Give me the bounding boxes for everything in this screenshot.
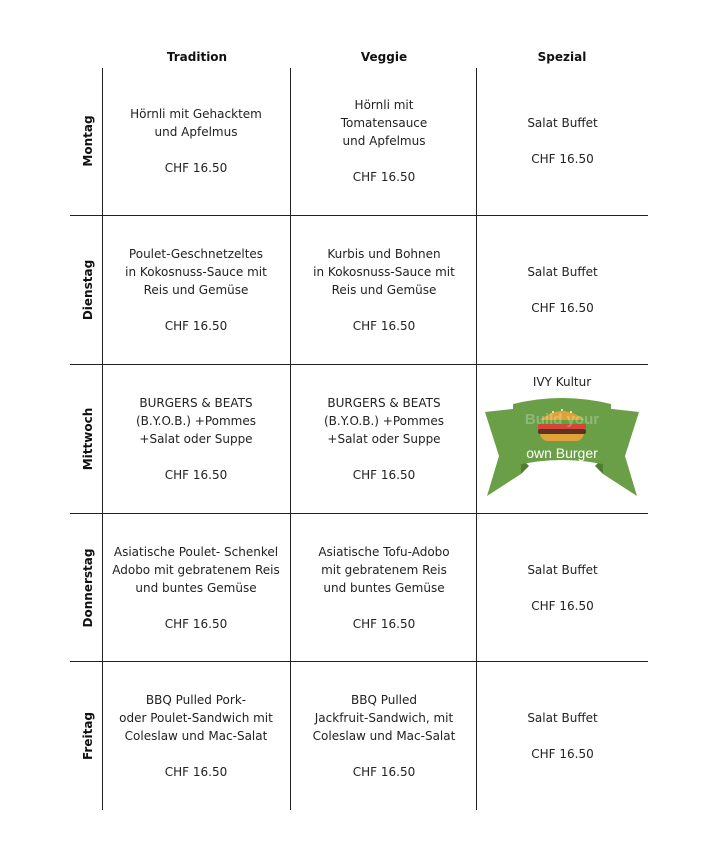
dish-text: BURGERS & BEATS (B.Y.O.B.) +Pommes +Salat oder Suppe <box>324 396 444 446</box>
price-text: CHF 16.50 <box>352 468 416 482</box>
price-text: CHF 16.50 <box>531 599 594 613</box>
menu-cell-freitag-veggie <box>291 662 477 810</box>
column-header-tradition: Tradition <box>166 50 228 64</box>
price-text: CHF 16.50 <box>164 468 228 482</box>
day-label-freitag: Freitag <box>81 711 95 761</box>
menu-cell-dienstag-veggie <box>291 216 477 364</box>
banner-text-bottom: own Burger <box>526 445 598 461</box>
price-text: CHF 16.50 <box>352 170 416 184</box>
menu-cell-donnerstag-tradition <box>103 514 289 662</box>
dish-text: Salat Buffet <box>527 711 598 725</box>
menu-cell-mittwoch-spezial <box>477 366 647 512</box>
menu-cell-freitag-spezial <box>477 662 648 810</box>
day-label-dienstag: Dienstag <box>81 259 95 321</box>
dish-text: BBQ Pulled Pork- oder Poulet-Sandwich mit Coleslaw und Mac-Salat <box>119 693 273 743</box>
menu-cell-mittwoch-veggie <box>291 365 477 513</box>
menu-cell-dienstag-tradition <box>103 216 289 364</box>
price-text: CHF 16.50 <box>164 161 228 175</box>
price-text: CHF 16.50 <box>164 765 228 779</box>
price-text: CHF 16.50 <box>352 319 416 333</box>
price-text: CHF 16.50 <box>352 765 416 779</box>
dish-text: Kurbis und Bohnen in Kokosnuss-Sauce mit Reis und Gemüse <box>313 247 455 297</box>
dish-text: Poulet-Geschnetzeltes in Kokosnuss-Sauce mit Reis und Gemüse <box>125 247 267 297</box>
column-header-spezial: Spezial <box>537 50 587 64</box>
price-text: CHF 16.50 <box>531 301 594 315</box>
dish-text: Asiatische Tofu-Adobo mit gebratenem Reis und buntes Gemüse <box>318 545 450 595</box>
price-text: CHF 16.50 <box>164 319 228 333</box>
dish-text: Hörnli mit Tomatensauce und Apfelmus <box>340 98 428 148</box>
day-label-montag: Montag <box>81 115 95 167</box>
dish-text: BBQ Pulled Jackfruit-Sandwich, mit Coleslaw und Mac-Salat <box>312 693 456 743</box>
dish-text: BURGERS & BEATS (B.Y.O.B.) +Pommes +Salat oder Suppe <box>136 396 256 446</box>
price-text: CHF 16.50 <box>531 747 594 761</box>
menu-cell-freitag-tradition <box>103 662 289 810</box>
price-text: CHF 16.50 <box>352 617 416 631</box>
menu-cell-dienstag-spezial <box>477 216 648 364</box>
day-label-donnerstag: Donnerstag <box>81 548 95 628</box>
menu-cell-montag-spezial <box>477 67 648 215</box>
banner-text-top: Build your <box>524 411 600 428</box>
menu-cell-donnerstag-spezial <box>477 514 648 662</box>
menu-cell-mittwoch-tradition <box>103 365 289 513</box>
menu-cell-donnerstag-veggie <box>291 514 477 662</box>
dish-text: Salat Buffet <box>527 265 598 279</box>
price-text: CHF 16.50 <box>531 152 594 166</box>
column-header-veggie: Veggie <box>360 50 408 64</box>
special-caption: IVY Kultur <box>532 375 592 389</box>
menu-cell-montag-veggie <box>291 67 477 215</box>
price-text: CHF 16.50 <box>164 617 228 631</box>
dish-text: Salat Buffet <box>527 116 598 130</box>
build-your-own-burger-banner <box>477 366 647 512</box>
menu-cell-montag-tradition <box>103 67 289 215</box>
dish-text: Salat Buffet <box>527 563 598 577</box>
day-label-mittwoch: Mittwoch <box>81 407 95 471</box>
dish-text: Asiatische Poulet- Schenkel Adobo mit gebratenem Reis und buntes Gemüse <box>112 545 280 595</box>
dish-text: Hörnli mit Gehacktem und Apfelmus <box>130 107 262 139</box>
